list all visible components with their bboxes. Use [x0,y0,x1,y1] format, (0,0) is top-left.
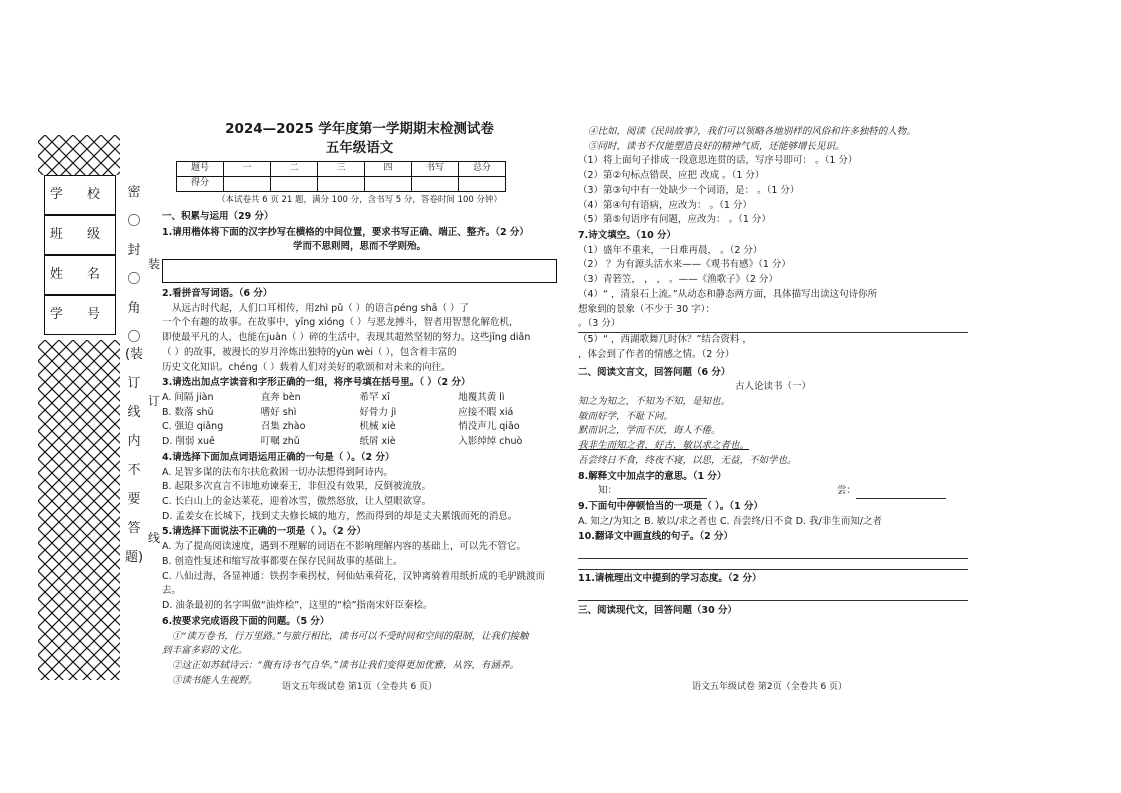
name-field[interactable]: 姓 名 [44,255,116,295]
option-line: B. 创造性复述和缩写故事都要在保存民间故事的基础上。 [162,555,403,567]
option-line: D. 孟姜女在长城下，找到丈夫修长城的地方，然而得到的却是丈夫累饿而死的消息。 [162,510,518,522]
seal-text-top: 密 〇 封 〇 角 〇 [127,185,141,345]
option-line: C. 长白山上的金达莱花，迎着冰雪，傲然怒放，让人望眼欲穿。 [162,496,432,508]
poem-fill-line[interactable]: （4）“ ，清泉石上流。”从动态和静态两方面，具体描写出读这句诗你所 [578,288,878,300]
answer-line[interactable] [578,561,968,570]
section-3-heading: 三、阅读现代文，回答问题（30 分） [578,604,738,616]
exam-title: 2024—2025 学年度第一学期期末检测试卷 [225,121,494,137]
score-table: 题号 一 二 三 四 书写 总分 得分 [176,161,506,192]
question-2-line: 一个个有趣的故事。在故事中，yīng xióng（ ）与恶龙搏斗，智者用智慧化解危机， [162,317,519,329]
seal-text-bottom: (装 订 线 内 不 要 答 题) [124,347,144,565]
option-row: C. 强迫 qiǎng 召集 zhào 机械 xiè 悄没声儿 qiāo [162,421,520,433]
sub-question[interactable]: （5）第⑤句语序有问题，应改为： 。（1 分） [578,214,771,226]
passage-line: ⑤同时，读书不仅能塑造良好的精神气质，还能够增长见识。 [588,140,845,152]
classical-line: 吾尝终日不食，终夜不寝，以思，无益，不如学也。 [578,454,797,466]
question-7: 7.诗文填空。（10 分） [578,230,676,242]
question-2-line: 从远古时代起，人们口耳相传，用zhì pǔ（ ）的语言péng shā（ ）了 [172,302,469,314]
passage-line: 到丰富多彩的文化。 [162,645,248,657]
question-8: 8.解释文中加点字的意思。（1 分） [578,470,727,482]
decorative-cross-pattern-top [38,135,120,175]
passage-title: 古人论读书（一） [734,381,811,393]
question-5: 5.请选择下面说法不正确的一项是（ ）。（2 分） [162,526,366,538]
option-row: B. 数落 shǔ 嗜好 shì 好骨力 jì 应接不暇 xiá [162,406,514,418]
question-11: 11.请梳理出文中提到的学习态度。（2 分） [578,573,762,585]
question-9-options: A. 知之/为知之 B. 敏以/求之者也 C. 吾尝终/日不食 D. 我/非生而知/之者 [578,515,883,527]
question-2-line: 即使最平凡的人，也能在juàn（ ）碎的生活中，表现其超然坚韧的努力。这些jīng diǎn [162,332,531,344]
poem-fill-line[interactable]: （5）“ ，西湖歌舞几时休？”结合资料 ， [578,334,752,346]
question-2-line: （ ）的故事，被漫长的岁月淬炼出独特的yùn wèi（ ），包含着丰富的 [162,346,457,358]
passage-line: ①“读万卷书，行万里路。”与旅行相比，读书可以不受时间和空间的限制，让我们接触 [172,630,529,642]
handwriting-box[interactable] [162,259,557,283]
option-line: A. 为了提高阅读速度，遇到不理解的词语在不影响理解内容的基础上，可以先不管它。 [162,541,526,553]
passage-line: ③读书能人生视野。 [172,674,258,686]
classical-line-underlined: 我非生而知之者，好古，敏以求之者也。 [578,440,750,452]
question-3: 3.请选出加点字读音和字形正确的一组，将序号填在括号里。（ ）（2 分） [162,377,471,389]
exam-subtitle: 五年级语文 [325,139,394,156]
classical-line: 知之为知之，不知为不知，是知也。 [578,395,731,407]
question-2: 2.看拼音写词语。（6 分） [162,287,273,299]
answer-zhi[interactable]: 知： [598,484,707,499]
option-line: D. 油条最初的名字叫做“油炸桧”，这里的“桧”指南宋奸臣秦桧。 [162,600,433,612]
sub-question[interactable]: （4）第④句有语病，应改为： 。（1 分） [578,199,752,211]
sub-question[interactable]: （2）第②句标点错误，应把 改成 。（1 分） [578,170,765,182]
sub-question[interactable]: （3）第③句中有一处缺少一个词语，是： 。（1 分） [578,184,800,196]
question-2-line: 历史文化知识。chéng（ ）载着人们对美好的歌颂和对未来的向往。 [162,361,451,373]
poem-fill-line[interactable]: （3）青箬笠， ， ， 。——《渔歌子》（2 分） [578,274,778,286]
option-line: B. 起限多次直言不讳地劝谏秦王，非但没有效果，反倒被流放。 [162,481,432,493]
question-8-answers [578,484,968,499]
page-2 [578,125,968,619]
question-4: 4.请选择下面加点词语运用正确的一句是（ ）。（2 分） [162,451,395,463]
classical-line: 默而识之，学而不厌，诲人不倦。 [578,425,721,437]
poem-fill-line[interactable]: ，体会到了作者的情感之情。（2 分） [578,348,735,360]
answer-chang[interactable]: 尝： [837,484,946,499]
question-1-text: 学而不思则罔，思而不学则殆。 [292,241,426,253]
question-6: 6.按要求完成语段下面的问题。（5 分） [162,615,330,627]
poem-fill-line[interactable]: （1）盛年不重来，一日难再晨， 。（2 分） [578,244,763,256]
question-1: 1.请用楷体将下面的汉字抄写在横格的中间位置，要求书写正确、端正、整齐。（2 分） [162,226,529,238]
answer-line[interactable]: 。（3 分） [578,317,968,333]
passage-line: ④比如，阅读《民间故事》，我们可以领略各地别样的风俗和许多独特的人物。 [588,126,916,137]
option-line: A. 足智多谋的法布尔扶危救困一切办法想得到阿诗内。 [162,466,393,478]
school-field[interactable]: 学 校 [44,175,116,215]
sub-question[interactable]: （1）将上面句子排成一段意思连贯的话，写序号即可： 。（1 分） [578,155,858,167]
option-line: C. 八仙过海，各显神通：铁拐李乘拐杖，何仙姑乘荷花，汉钟离骑着用纸折成的毛驴跳渡而去。 [162,570,546,597]
section-2-heading: 二、阅读文言文，回答问题（6 分） [578,366,731,378]
option-row: D. 削弱 xuē 叮嘱 zhǔ 纸屑 xiè 入影绰绰 chuò [162,436,523,448]
section-1-heading: 一、积累与运用（29 分） [162,210,274,222]
student-id-field[interactable]: 学 号 [44,295,116,335]
poem-fill-line[interactable]: （2） ？为有源头活水来——《观书有感》（1 分） [578,259,791,271]
seal-side-text: 装 订 线 [147,257,160,545]
exam-note: （本试卷共 6 页 21 题，满分 100 分，含书写 5 分，答卷时间 100 分钟） [216,194,503,205]
question-9: 9.下面句中停顿恰当的一项是（ ）。（1 分） [578,500,763,512]
page-1-footer: 语文五年级试卷 第1页（全卷共 6 页） [282,682,438,692]
binding-margin [38,135,158,705]
answer-line[interactable] [578,545,968,559]
page-2-footer: 语文五年级试卷 第2页（全卷共 6 页） [692,682,848,692]
answer-line[interactable] [578,587,968,601]
decorative-cross-pattern-bottom [38,340,120,680]
classical-line: 敏而好学，不耻下问。 [578,410,674,422]
question-10: 10.翻译文中画直线的句子。（2 分） [578,531,733,543]
passage-line: ②这正如苏轼诗云：“腹有诗书气自华。”读书让我们变得更加优雅，从容，有涵养。 [172,659,519,671]
page-1 [162,120,557,688]
poem-fill-line: 想象到的景象（不少于 30 字）： [578,303,715,315]
class-field[interactable]: 班 级 [44,215,116,255]
option-row: A. 间隔 jiàn 直奔 bèn 希罕 xī 地覆其黄 lì [162,392,505,404]
